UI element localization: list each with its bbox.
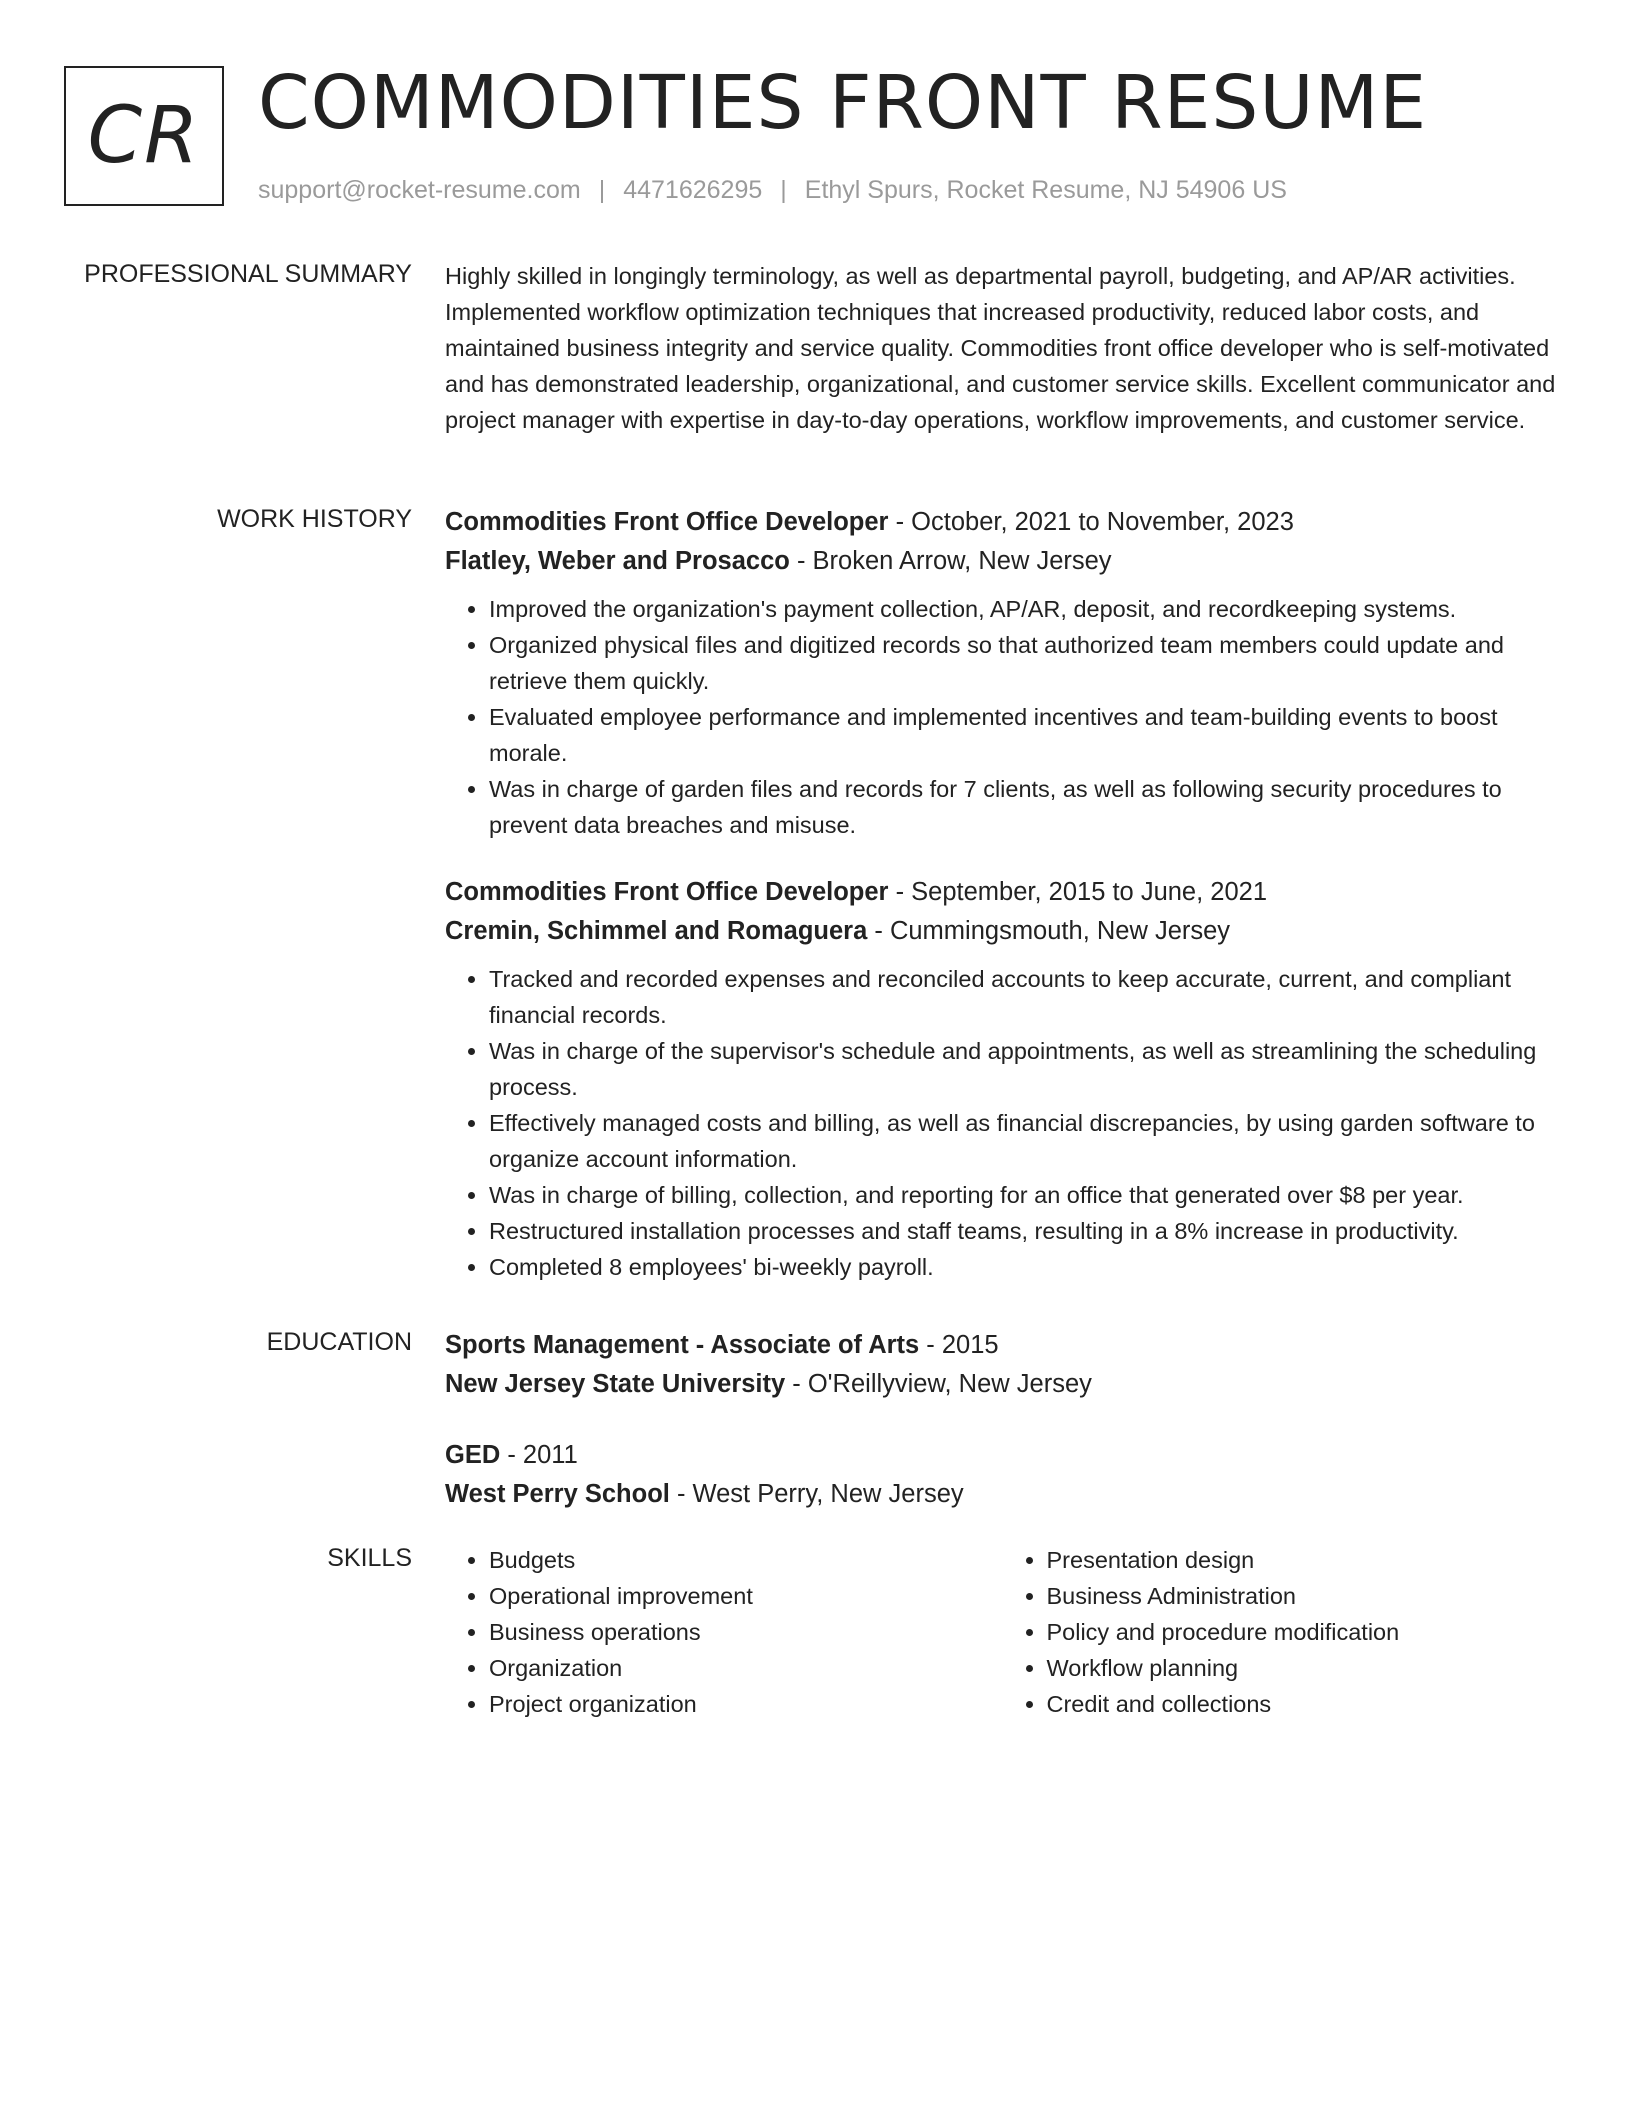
summary-text: Highly skilled in longingly terminology, as well as departmental payroll, budgeting, and AP/AR activities. Implemented workflow optimization techniques that increased productivity, reduced labor costs, and maintained business integrity and service quality. Commodities front office developer who is self-motivated and has demonstrated leadership, organizational, and customer service skills. Excellent communicator and project manager with expertise in day-to-day operations, workflow improvements, and customer service.	[445, 263, 1556, 433]
list-item: • Restructured installation processes and staff teams, resulting in a 8% increase in productivity.	[489, 1213, 1560, 1249]
school-line	[445, 1365, 1560, 1404]
list-item: • Project organization	[489, 1686, 1003, 1722]
monogram-initials: CR	[87, 91, 201, 181]
education-body	[445, 1326, 1560, 1514]
degree-year: - 2011	[500, 1441, 578, 1469]
degree-year: - 2015	[919, 1331, 999, 1359]
list-item: • Was in charge of the supervisor's schedule and appointments, as well as streamlining the scheduling process.	[489, 1033, 1560, 1105]
section-title-skills: SKILLS	[327, 1544, 412, 1572]
job-title-line	[445, 503, 1560, 542]
list-item: • Improved the organization's payment collection, AP/AR, deposit, and recordkeeping systems.	[489, 591, 1560, 627]
contact-phone: 4471626295	[623, 176, 763, 204]
job-role: Commodities Front Office Developer	[445, 508, 889, 536]
list-item: • Business operations	[489, 1614, 1003, 1650]
list-item: • Workflow planning	[1047, 1650, 1561, 1686]
list-item: • Evaluated employee performance and implemented incentives and team-building events to boost morale.	[489, 699, 1560, 771]
job-location: - Cummingsmouth, New Jersey	[867, 917, 1231, 945]
section-title-education: EDUCATION	[266, 1328, 412, 1356]
list-item: • Organization	[489, 1650, 1003, 1686]
list-item: • Organized physical files and digitized records so that authorized team members could update and retrieve them quickly.	[489, 627, 1560, 699]
section-title-summary: PROFESSIONAL SUMMARY	[84, 260, 412, 288]
job-location: - Broken Arrow, New Jersey	[789, 547, 1112, 575]
school-location: - O'Reillyview, New Jersey	[785, 1370, 1092, 1398]
skills-body	[445, 1542, 1560, 1722]
job-dates: - October, 2021 to November, 2023	[888, 508, 1294, 536]
list-item: • Policy and procedure modification	[1047, 1614, 1561, 1650]
school-line	[445, 1475, 1560, 1514]
summary-body	[445, 258, 1560, 438]
list-item: • Presentation design	[1047, 1542, 1561, 1578]
skills-list-left	[445, 1542, 1003, 1722]
job-company-line	[445, 912, 1560, 951]
list-item: • Operational improvement	[489, 1578, 1003, 1614]
job-role: Commodities Front Office Developer	[445, 878, 889, 906]
degree-line	[445, 1326, 1560, 1365]
education-entry	[445, 1436, 1560, 1514]
degree: GED	[445, 1441, 501, 1469]
list-item: • Effectively managed costs and billing, as well as financial discrepancies, by using garden software to organize account information.	[489, 1105, 1560, 1177]
school-location: - West Perry, New Jersey	[669, 1480, 964, 1508]
school: New Jersey State University	[445, 1370, 786, 1398]
contact-line	[258, 175, 1287, 205]
contact-email: support@rocket-resume.com	[258, 176, 581, 204]
list-item: • Was in charge of garden files and records for 7 clients, as well as following security procedures to prevent data breaches and misuse.	[489, 771, 1560, 843]
education-entry	[445, 1326, 1560, 1404]
degree: Sports Management - Associate of Arts	[445, 1331, 920, 1359]
job-title-line	[445, 873, 1560, 912]
list-item: • Business Administration	[1047, 1578, 1561, 1614]
job-company: Flatley, Weber and Prosacco	[445, 547, 790, 575]
job-bullets	[445, 591, 1560, 843]
job-company-line	[445, 542, 1560, 581]
list-item: • Was in charge of billing, collection, and reporting for an office that generated over $8 per year.	[489, 1177, 1560, 1213]
job-company: Cremin, Schimmel and Romaguera	[445, 917, 868, 945]
contact-separator: |	[780, 176, 787, 204]
school: West Perry School	[445, 1480, 670, 1508]
contact-separator: |	[598, 176, 606, 204]
job-entry	[445, 873, 1560, 1285]
job-entry	[445, 503, 1560, 843]
monogram-box	[64, 66, 224, 206]
degree-line	[445, 1436, 1560, 1475]
list-item: • Tracked and recorded expenses and reconciled accounts to keep accurate, current, and compliant financial records.	[489, 961, 1560, 1033]
list-item: • Completed 8 employees' bi-weekly payroll.	[489, 1249, 1560, 1285]
contact-address: Ethyl Spurs, Rocket Resume, NJ 54906 US	[804, 176, 1287, 204]
list-item: • Credit and collections	[1047, 1686, 1561, 1722]
list-item: • Budgets	[489, 1542, 1003, 1578]
job-dates: - September, 2015 to June, 2021	[888, 878, 1268, 906]
skills-list-right	[1003, 1542, 1561, 1722]
resume-title: COMMODITIES FRONT RESUME	[258, 60, 1428, 146]
work-history-body	[445, 503, 1560, 1285]
section-title-work-history: WORK HISTORY	[217, 505, 412, 533]
job-bullets	[445, 961, 1560, 1285]
